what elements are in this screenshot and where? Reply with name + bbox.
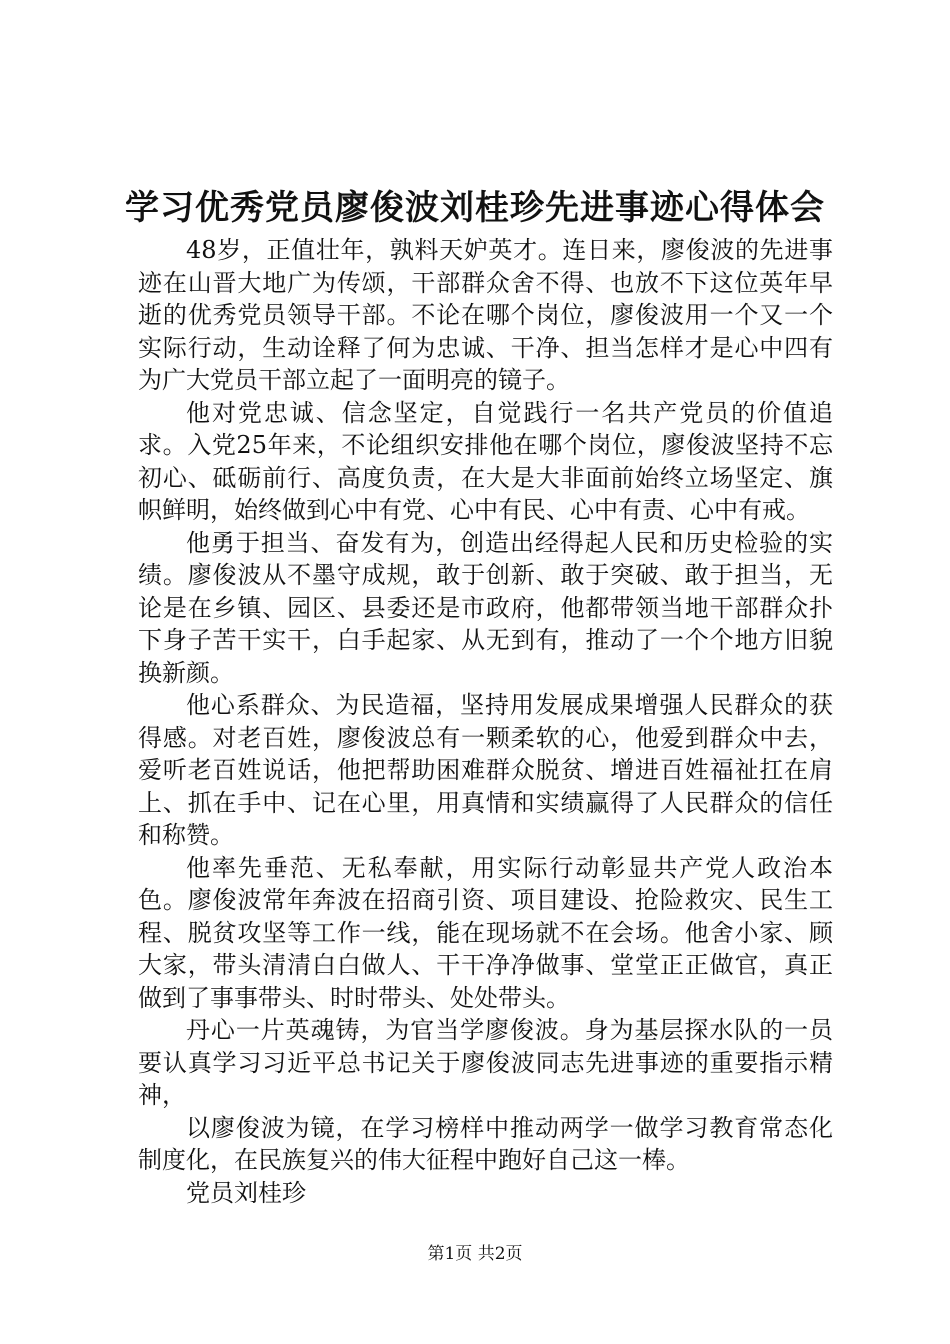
paragraph-2: 他对党忠诚、信念坚定，自觉践行一名共产党员的价值追求。入党25年来，不论组织安排他在哪个岗位，廖俊波坚持不忘初心、砥砺前行、高度负责，在大是大非面前始终立场坚定、旗帜鲜明，始终做到心中有党、心中有民、心中有责、心中有戒。 <box>138 398 833 524</box>
paragraph-4: 他心系群众、为民造福，坚持用发展成果增强人民群众的获得感。对老百姓，廖俊波总有一颗柔软的心，他爱到群众中去，爱听老百姓说话，他把帮助困难群众脱贫、增进百姓福祉扛在肩上、抓在手中、记在心里，用真情和实绩赢得了人民群众的信任和称赞。 <box>138 691 833 849</box>
document-title: 学习优秀党员廖俊波刘桂珍先进事迹心得体会 <box>125 188 825 228</box>
paragraph-6: 丹心一片英魂铸，为官当学廖俊波。身为基层探水队的一员要认真学习习近平总书记关于廖俊波同志先进事迹的重要指示精神， <box>138 1016 833 1109</box>
page-footer: 第1页 共2页 <box>427 1244 523 1264</box>
paragraph-5: 他率先垂范、无私奉献，用实际行动彰显共产党人政治本色。廖俊波常年奔波在招商引资、项目建设、抢险救灾、民生工程、脱贫攻坚等工作一线，能在现场就不在会场。他舍小家、顾大家，带头清清白白做人、干干净净做事、堂堂正正做官，真正做到了事事带头、时时带头、处处带头。 <box>138 853 833 1012</box>
signature-line: 党员刘桂珍 <box>186 1178 306 1207</box>
paragraph-3: 他勇于担当、奋发有为，创造出经得起人民和历史检验的实绩。廖俊波从不墨守成规，敢于创新、敢于突破、敢于担当，无论是在乡镇、园区、县委还是市政府，他都带领当地干部群众扑下身子苦干实干，白手起家、从无到有，推动了一个个地方旧貌换新颜。 <box>138 528 833 687</box>
paragraph-7: 以廖俊波为镜，在学习榜样中推动两学一做学习教育常态化制度化，在民族复兴的伟大征程中跑好自己这一棒。 <box>138 1113 833 1174</box>
document-body <box>138 234 833 1209</box>
paragraph-1: 48岁，正值壮年，孰料天妒英才。连日来，廖俊波的先进事迹在山晋大地广为传颂，干部群众舍不得、也放不下这位英年早逝的优秀党员领导干部。不论在哪个岗位，廖俊波用一个又一个实际行动，生动诠释了何为忠诚、干净、担当怎样才是心中四有为广大党员干部立起了一面明亮的镜子。 <box>138 236 833 394</box>
